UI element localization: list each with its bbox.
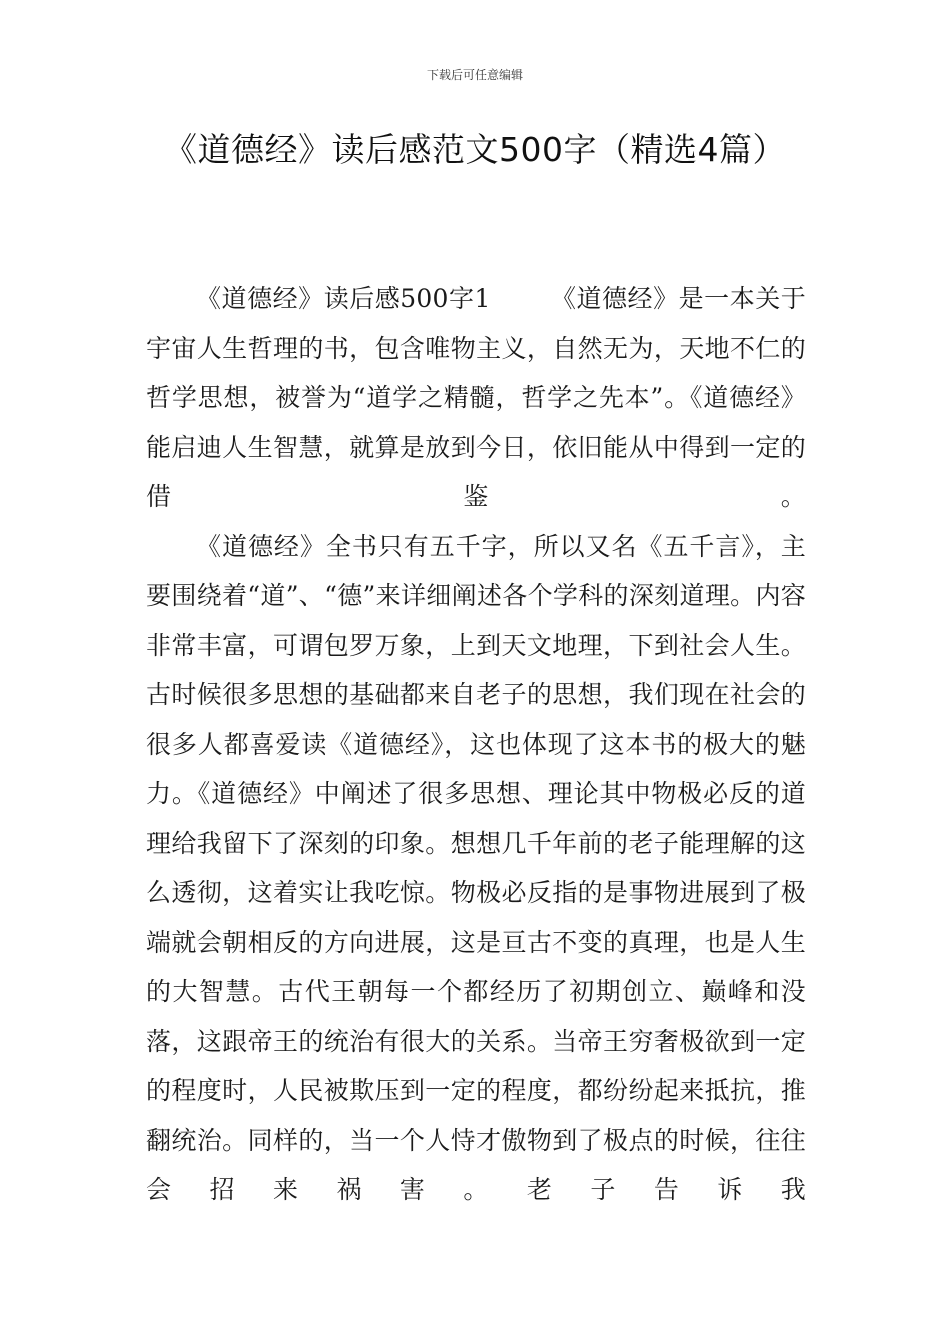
document-title: 《道德经》读后感范文500字（精选4篇） bbox=[164, 130, 786, 169]
paragraph-1-text: 《道德经》是一本关于宇宙人生哲理的书，包含唯物主义，自然无为，天地不仁的哲学思想，被誉为“道学之精髓，哲学之先本”。《道德经》能启迪人生智慧，就算是放到今日，依旧能从中得到一定的借鉴。 bbox=[146, 284, 806, 511]
section-heading: 《道德经》读后感500字1 bbox=[196, 284, 491, 313]
paragraph-2: 《道德经》全书只有五千字，所以又名《五千言》，主要围绕着“道”、“德”来详细阐述各个学科的深刻道理。内容非常丰富，可谓包罗万象，上到天文地理，下到社会人生。古时候很多思想的基础都来自老子的思想，我们现在社会的很多人都喜爱读《道德经》，这也体现了这本书的极大的魅力。《道德经》中阐述了很多思想、理论其中物极必反的道理给我留下了深刻的印象。想想几千年前的老子能理解的这么透彻，这着实让我吃惊。物极必反指的是事物进展到了极端就会朝相反的方向进展，这是亘古不变的真理，也是人生的大智慧。古代王朝每一个都经历了初期创立、巅峰和没落，这跟帝王的统治有很大的关系。当帝王穷奢极欲到一定的程度时，人民被欺压到一定的程度，都纷纷起来抵抗，推翻统治。同样的，当一个人恃才傲物到了极点的时候，往往会招来祸害。老子告诉我 bbox=[146, 531, 806, 1204]
header-note: 下载后可任意编辑 bbox=[426, 68, 523, 82]
paragraph-1 bbox=[146, 274, 806, 522]
document-body bbox=[146, 274, 806, 1215]
